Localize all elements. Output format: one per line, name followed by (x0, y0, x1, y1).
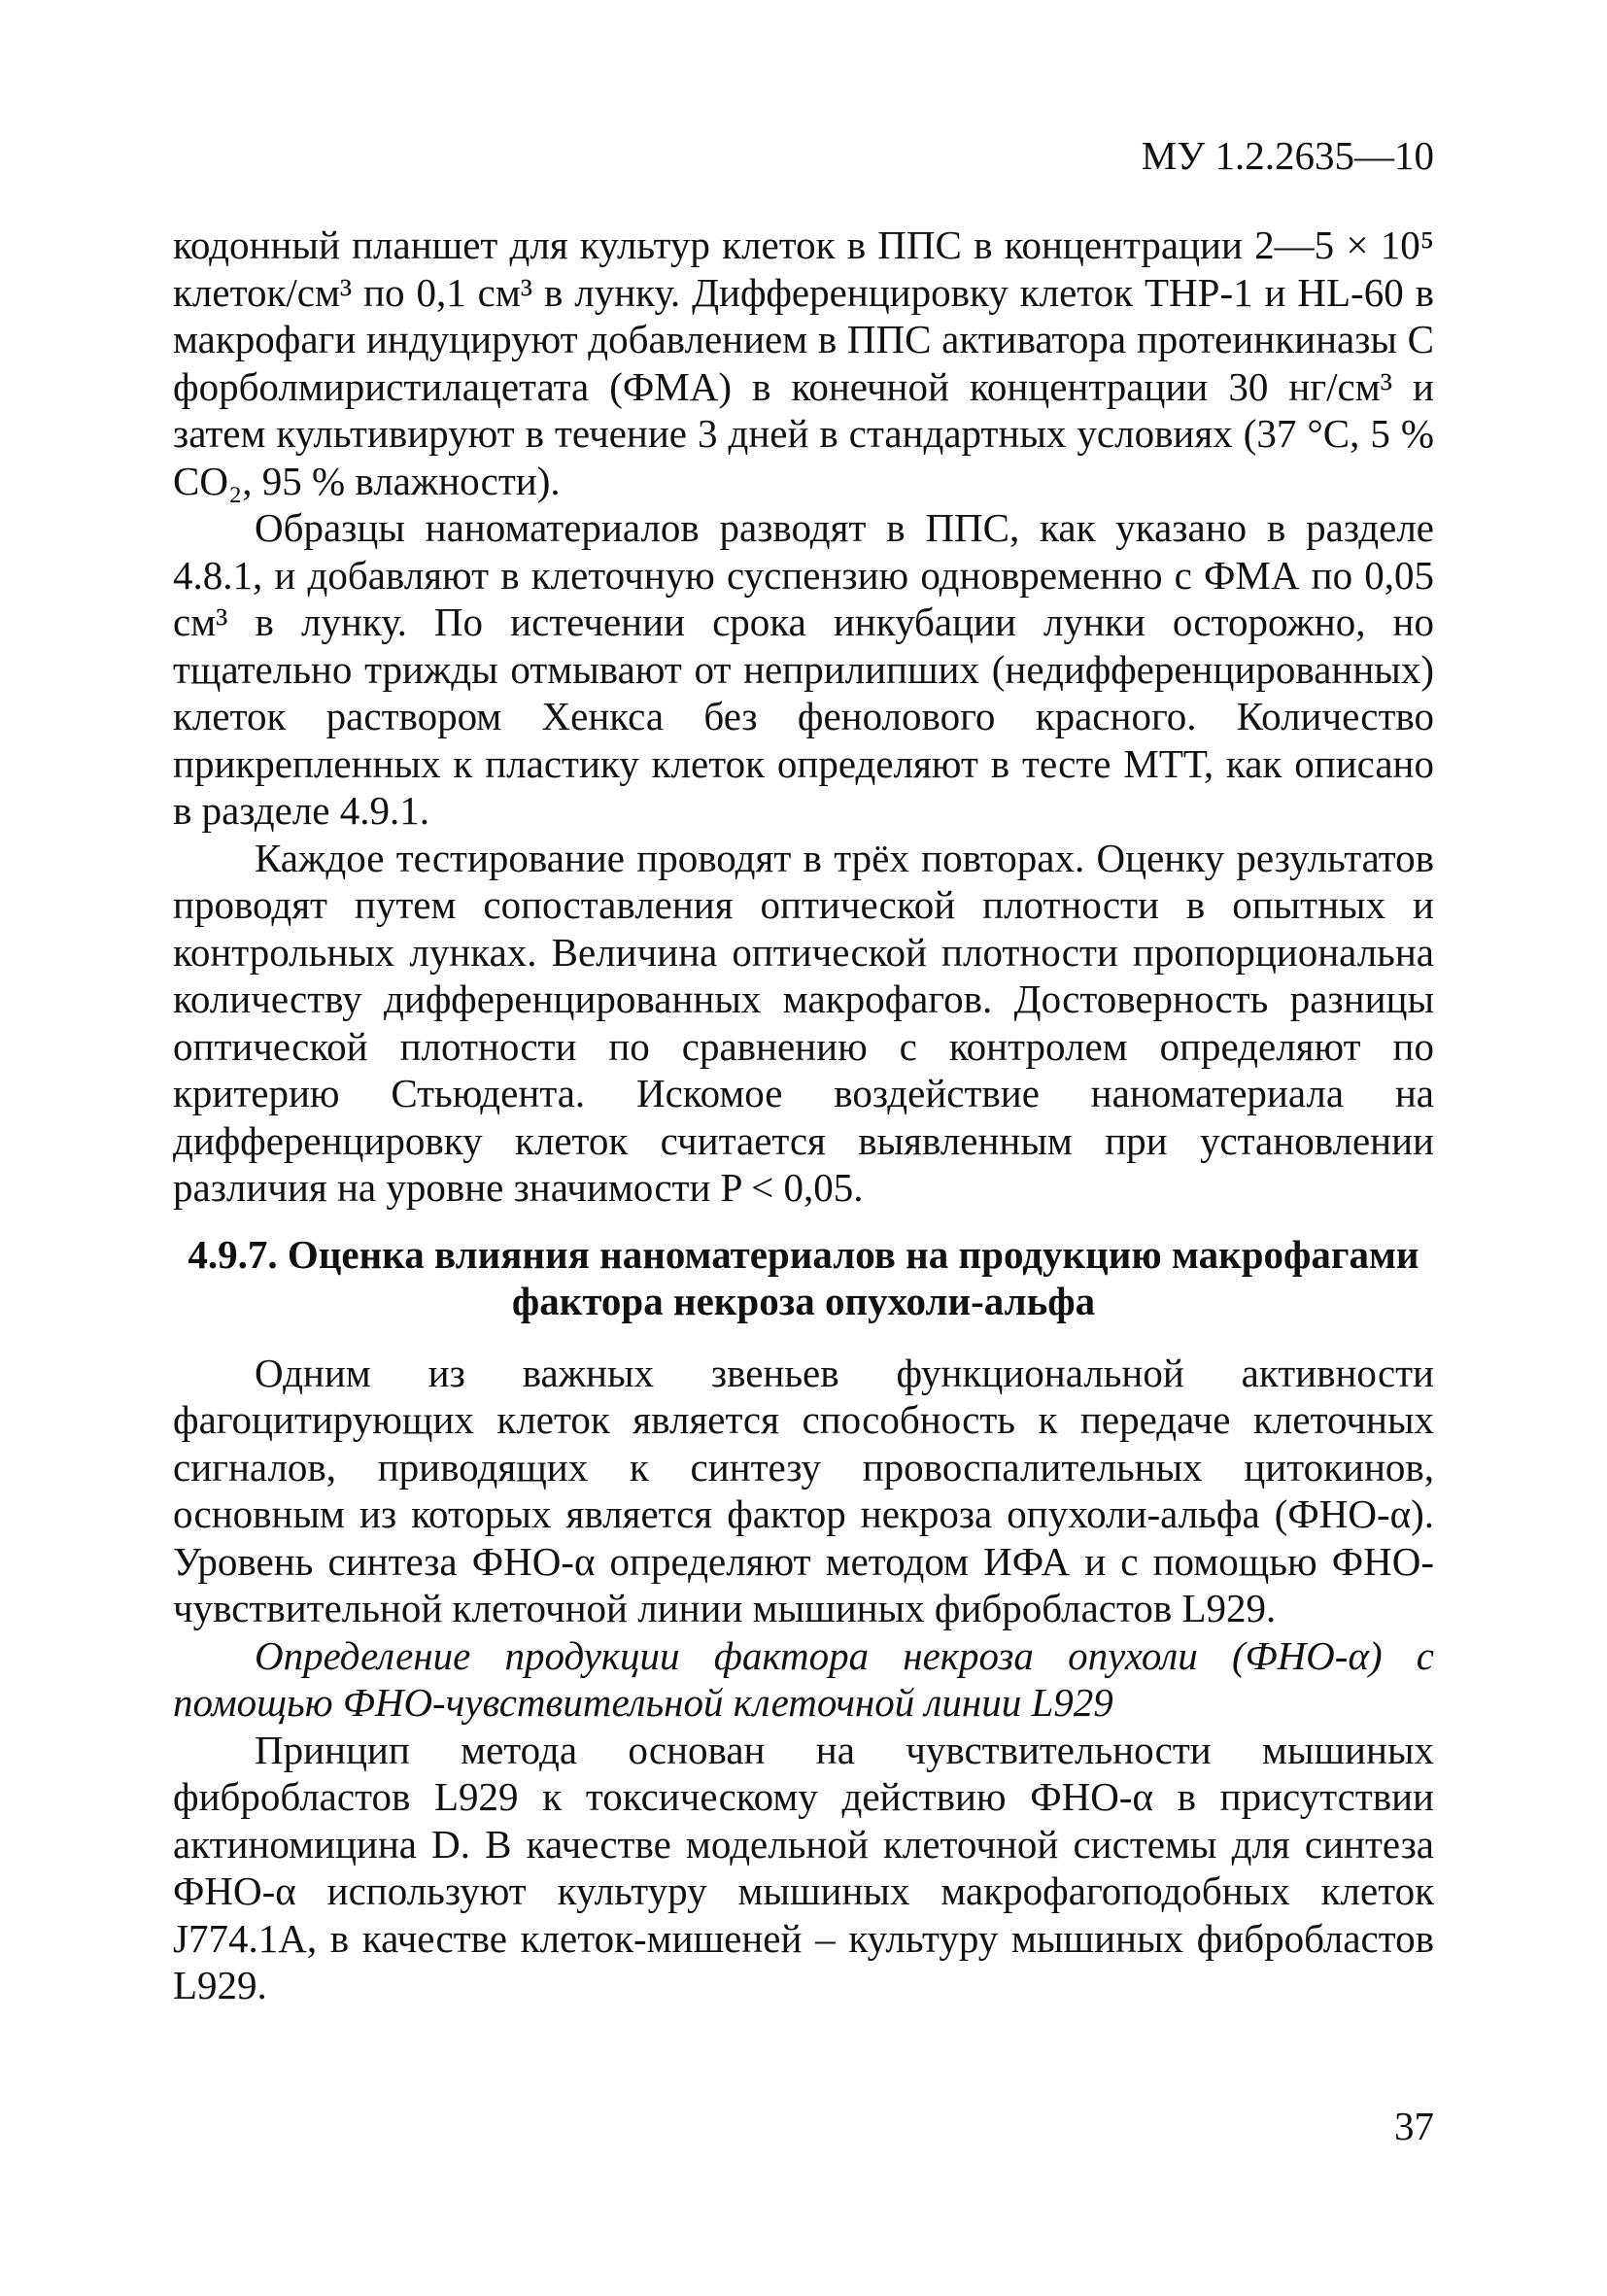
section-heading (173, 1231, 1434, 1324)
paragraph-method-principle: Принцип метода основан на чувствительности мышиных фибробластов L929 к токсическому действию ФНО-α в присутствии актиномицина D. В качестве модельной клеточной системы для синтеза ФНО-α используют культуру мышиных макрофагоподобных клеток J774.1A, в качестве клеток-мишеней – культуру мышиных фибробластов L929. (173, 1727, 1434, 2007)
section-heading-line-2: фактора некроза опухоли-альфа (511, 1278, 1096, 1323)
section-heading-line-1: 4.9.7. Оценка влияния наноматериалов на продукцию макрофагами (188, 1231, 1419, 1277)
page-number: 37 (1394, 2104, 1434, 2148)
page-body (173, 222, 1434, 2009)
document-code: МУ 1.2.2635—10 (1141, 133, 1434, 178)
paragraph-sample-dilution: Образцы наноматериалов разводят в ППС, как указано в разделе 4.8.1, и добавляют в клеточную суспензию одновременно с ФМА по 0,05 см³ в лунку. По истечении срока инкубации лунки осторожно, но тщательно трижды отмывают от неприлипших (недифференцированных) клеток раствором Хенкса без фенолового красного. Количество прикрепленных к пластику клеток определяют в тесте МТТ, как описано в разделе 4.9.1. (173, 505, 1434, 833)
method-subheading: Определение продукции фактора некроза опухоли (ФНО-α) с помощью ФНО-чувствительной клеточной линии L929 (173, 1632, 1434, 1725)
paragraph-result-evaluation: Каждое тестирование проводят в трёх повторах. Оценку результатов проводят путем сопоставления оптической плотности в опытных и контрольных лунках. Величина оптической плотности пропорциональна количеству дифференцированных макрофагов. Достоверность разницы оптической плотности по сравнению с контролем определяют по критерию Стьюдента. Искомое воздействие наноматериала на дифференцировку клеток считается выявленным при установлении различия на уровне значимости P < 0,05. (173, 835, 1434, 1210)
paragraph-tnf-intro: Одним из важных звеньев функциональной активности фагоцитирующих клеток является способность к передаче клеточных сигналов, приводящих к синтезу провоспалительных цитокинов, основным из которых является фактор некроза опухоли-альфа (ФНО-α). Уровень синтеза ФНО-α определяют методом ИФА и с помощью ФНО-чувствительной клеточной линии мышиных фибробластов L929. (173, 1350, 1434, 1630)
paragraph-cell-seeding: кодонный планшет для культур клеток в ППС в концентрации 2—5 × 10⁵ клеток/см³ по 0,1 см³ в лунку. Дифференцировку клеток THP-1 и HL-60 в макрофаги индуцируют добавлением в ППС активатора протеинкиназы С форболмиристилацетата (ФМА) в конечной концентрации 30 нг/см³ и затем культивируют в течение 3 дней в стандартных условиях (37 °С, 5 % CO₂, 95 % влажности). (173, 223, 1434, 503)
